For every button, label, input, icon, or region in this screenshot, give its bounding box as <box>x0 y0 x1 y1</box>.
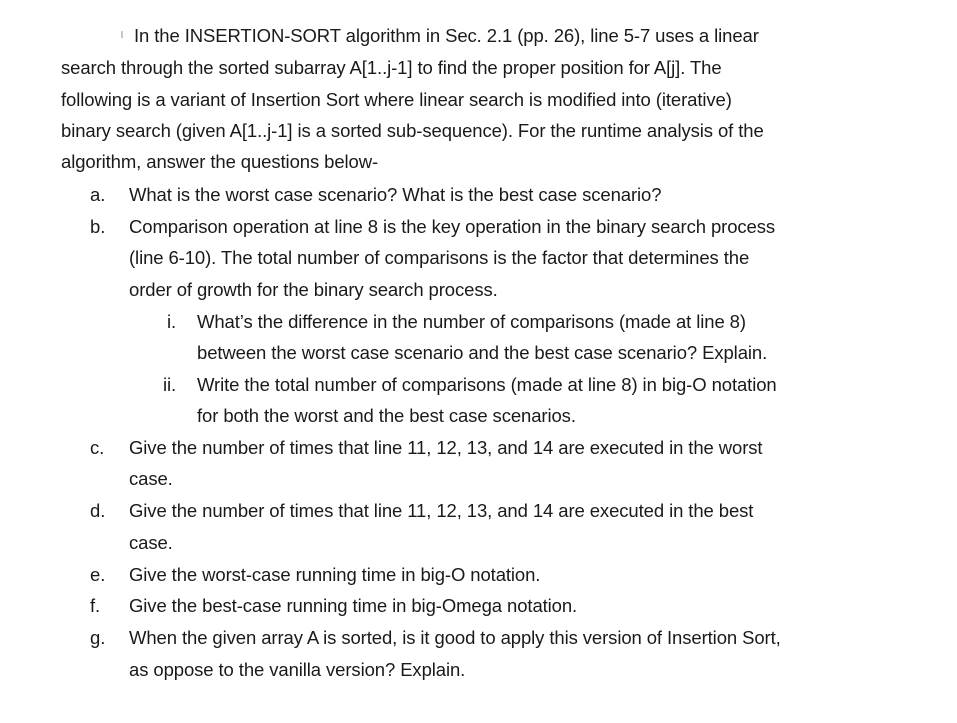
question-b-i-line-2: between the worst case scenario and the best case scenario? Explain. <box>197 342 768 363</box>
question-g-line-2: as oppose to the vanilla version? Explain. <box>129 659 466 680</box>
question-b-line-2: (line 6-10). The total number of comparisons is the factor that determines the <box>129 247 750 268</box>
question-g-marker: g. <box>90 627 106 648</box>
question-a-marker: a. <box>90 184 106 205</box>
question-b-line-1: Comparison operation at line 8 is the key operation in the binary search process <box>129 216 776 237</box>
question-b-i-line-1: What’s the difference in the number of comparisons (made at line 8) <box>197 311 746 332</box>
question-d-line-1: Give the number of times that line 11, 12, 13, and 14 are executed in the best <box>129 500 754 521</box>
intro-line-4: binary search (given A[1..j-1] is a sorted sub-sequence). For the runtime analysis of the <box>61 120 764 141</box>
text-cursor-mark <box>121 31 123 38</box>
question-b-marker: b. <box>90 216 106 237</box>
question-b-ii-marker: ii. <box>163 374 177 395</box>
question-c-line-2: case. <box>129 468 173 489</box>
question-b-ii-line-2: for both the worst and the best case scenarios. <box>197 405 576 426</box>
question-e-line-1: Give the worst-case running time in big-O notation. <box>129 564 541 585</box>
question-d-line-2: case. <box>129 532 173 553</box>
question-c-marker: c. <box>90 437 105 458</box>
question-b-line-3: order of growth for the binary search process. <box>129 279 498 300</box>
question-f-line-1: Give the best-case running time in big-Omega notation. <box>129 595 578 616</box>
intro-line-3: following is a variant of Insertion Sort where linear search is modified into (iterative) <box>61 89 732 110</box>
intro-line-1: In the INSERTION-SORT algorithm in Sec. 2.1 (pp. 26), line 5-7 uses a linear <box>134 25 759 46</box>
question-d-marker: d. <box>90 500 106 521</box>
question-a-line-1: What is the worst case scenario? What is the best case scenario? <box>129 184 662 205</box>
question-f-marker: f. <box>90 595 101 616</box>
question-c-line-1: Give the number of times that line 11, 12, 13, and 14 are executed in the worst <box>129 437 763 458</box>
intro-line-5: algorithm, answer the questions below- <box>61 151 379 172</box>
question-b-ii-line-1: Write the total number of comparisons (made at line 8) in big-O notation <box>197 374 777 395</box>
intro-line-2: search through the sorted subarray A[1..j-1] to find the proper position for A[j]. The <box>61 57 722 78</box>
question-e-marker: e. <box>90 564 106 585</box>
question-g-line-1: When the given array A is sorted, is it good to apply this version of Insertion Sort, <box>129 627 781 648</box>
question-b-i-marker: i. <box>167 311 177 332</box>
